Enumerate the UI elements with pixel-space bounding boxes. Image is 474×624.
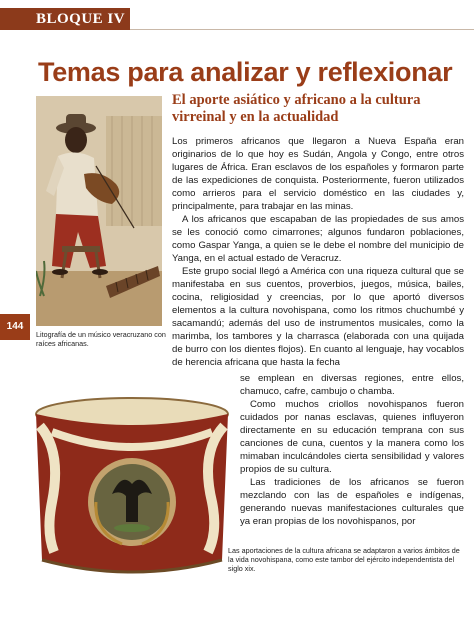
section-subtitle: El aporte asiático y africano a la cultura virreinal y en la actualidad [172,92,421,125]
page-title: Temas para analizar y reflexionar [38,57,453,87]
block-label: BLOQUE IV [0,8,130,30]
paragraph: Las tradiciones de los africanos se fueron mezclando con las de españoles e indígenas, generando nuevas manifestaciones culturales que ya eran propias de los novohispanos, por [240,477,464,527]
page-number: 144 [0,314,30,340]
drum-image [32,392,232,585]
paragraph: Como muchos criollos novohispanos fueron cuidados por nanas esclavas, quienes influyeron directamente en su educación temprana con sus canciones de cuna, cuentos y la manera como los mimaban inculcándoles cierta sensibilidad y valores propios de su cultura. [240,399,464,475]
musician-illustration [36,96,162,326]
body-column-main [172,135,464,372]
paragraph: Este grupo social llegó a América con una riqueza cultural que se manifestaba en sus cuentos, proverbios, juegos, música, bailes, cocina, religiosidad y creencias, por lo que aportó diversos elementos a la cultura novohispana, como los ritmos chuchumbé y sacamandú; además del uso de instrumentos musicales, como la marimba, los tambores y la charrasca (elaborada con una quijada de burro con los dientes flojos). En cuanto al lenguaje, hay vocablos de herencia africana que hasta la fecha [172,266,464,368]
body-column-secondary [240,372,464,530]
drum-caption: Las aportaciones de la cultura africana se adaptaron a varios ámbitos de la vida novohispana, como este tambor del ejército independentista del siglo xix. [228,546,460,573]
musician-caption: Litografía de un músico veracruzano con raíces africanas. [36,330,166,348]
paragraph: se emplean en diversas regiones, entre ellos, chamuco, cafre, cambujo o chamba. [240,373,464,397]
musician-lithograph-image [36,96,162,326]
drum-illustration [32,392,232,585]
header-rule [130,29,474,30]
paragraph: Los primeros africanos que llegaron a Nueva España eran originarios de lo que hoy es Sudán, Angola y Congo, entre otros lugares de África. Eran esclavos de los españoles y formaron parte de las expediciones de conquista. Posteriormente, fueron utilizados como arrieros para el servicio doméstico en las ciudades y, principalmente, para trabajar en las minas. [172,136,464,212]
paragraph: A los africanos que escapaban de las propiedades de sus amos se les conoció como cimarrones; algunos fundaron poblaciones, como Gaspar Yanga, a quien se le debe el nombre del municipio de Yanga, en el actual estado de Veracruz. [172,214,464,264]
